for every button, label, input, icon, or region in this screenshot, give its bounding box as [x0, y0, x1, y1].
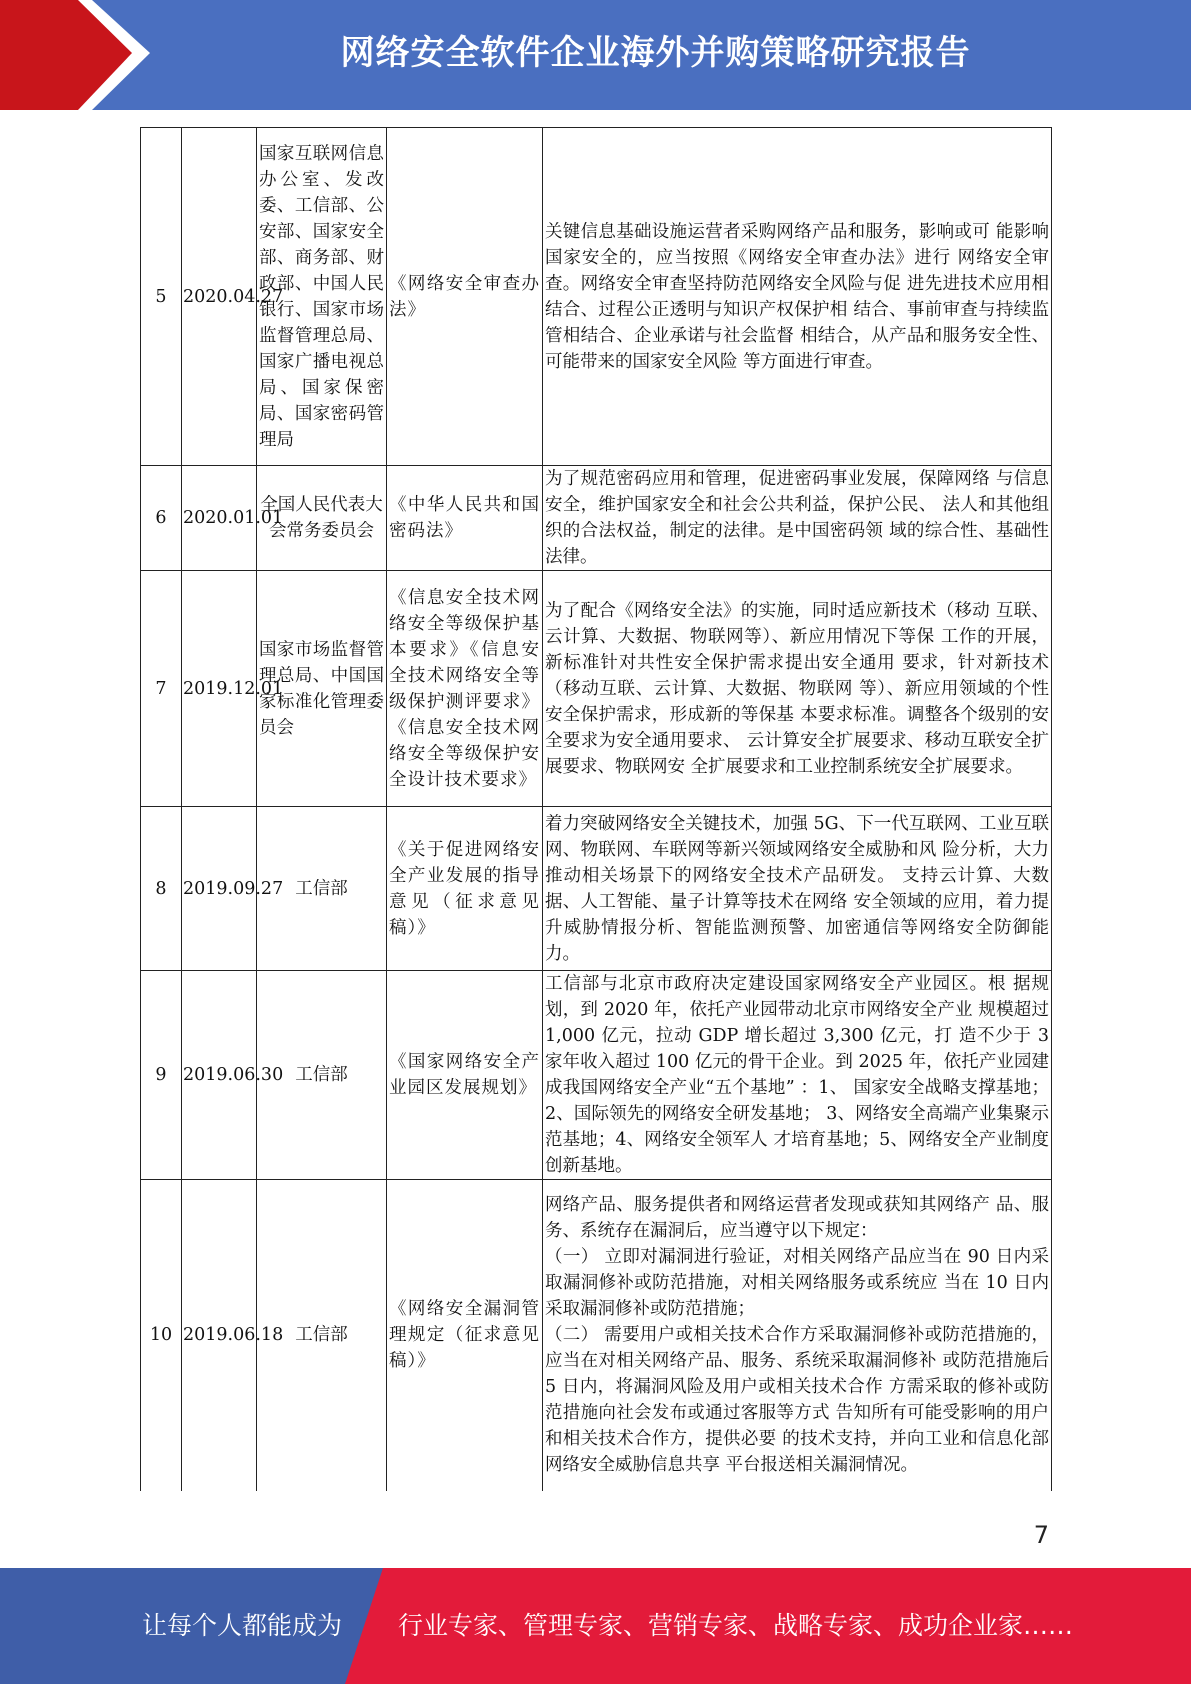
row-date: 2019.06.30: [182, 971, 257, 1180]
row-date: 2019.09.27: [182, 807, 257, 971]
footer-slogan-left: 让每个人都能成为: [142, 1611, 343, 1640]
table-row: [141, 971, 1052, 1180]
row-date: 2020.01.01: [182, 466, 257, 571]
row-issuer: 工信部: [257, 971, 387, 1180]
row-date: 2019.12.01: [182, 571, 257, 807]
table-row: [141, 571, 1052, 807]
policy-table-container: [140, 127, 1051, 1491]
row-issuer: 工信部: [257, 1180, 387, 1491]
row-document: 《信息安全技术网络安全等级保护基本要求》《信息安全技术网络安全等级保护测评要求》《信息安全技术网络安全等级保护安全设计技术要求》: [387, 571, 543, 807]
row-number: 6: [141, 466, 182, 571]
content-paragraph: （一） 立即对漏洞进行验证，对相关网络产品应当在 90 日内采取漏洞修补或防范措施，对相关网络服务或系统应 当在 10 日内采取漏洞修补或防范措施；: [545, 1247, 1049, 1320]
row-issuer: 全国人民代表大会常务委员会: [257, 466, 387, 571]
row-content: 为了规范密码应用和管理，促进密码事业发展，保障网络 与信息安全，维护国家安全和社会公共利益，保护公民、 法人和其他组织的合法权益，制定的法律。是中国密码领 域的综合性、基础性法律。: [543, 466, 1052, 571]
footer-slogan-right: 行业专家、管理专家、营销专家、战略专家、成功企业家……: [398, 1611, 1074, 1640]
table-row: [141, 466, 1052, 571]
row-document: 《中华人民共和国密码法》: [387, 466, 543, 571]
page-footer: [0, 1568, 1191, 1684]
row-content: 着力突破网络安全关键技术，加强 5G、下一代互联网、工业互联网、物联网、车联网等新兴领域网络安全威胁和风 险分析，大力推动相关场景下的网络安全技术产品研发。 支持云计算、大数据、人工智能、量子计算等技术在网络 安全领域的应用，着力提升威胁情报分析、智能监测预警、加密通信等网络安全防御能力。: [543, 807, 1052, 971]
page-number: 7: [1033, 1521, 1049, 1549]
row-number: 5: [141, 128, 182, 466]
content-paragraph: （二） 需要用户或相关技术合作方采取漏洞修补或防范措施的，应当在对相关网络产品、服务、系统采取漏洞修补 或防范措施后 5 日内，将漏洞风险及用户或相关技术合作 方需采取的修补或防范措施向社会发布或通过客服等方式 告知所有可能受影响的用户和相关技术合作方，提供必要 的技术支持，并向工业和信息化部网络安全威胁信息共享 平台报送相关漏洞情况。: [545, 1325, 1049, 1476]
table-row: [141, 1180, 1052, 1491]
page-header: [0, 0, 1191, 110]
row-issuer: 工信部: [257, 807, 387, 971]
row-date: 2019.06.18: [182, 1180, 257, 1491]
row-content: 关键信息基础设施运营者采购网络产品和服务，影响或可 能影响国家安全的，应当按照《网络安全审查办法》进行 网络安全审查。网络安全审查坚持防范网络安全风险与促 进先进技术应用相结合、过程公正透明与知识产权保护相 结合、事前审查与持续监管相结合、企业承诺与社会监督 相结合，从产品和服务安全性、可能带来的国家安全风险 等方面进行审查。: [543, 128, 1052, 466]
row-content: 工信部与北京市政府决定建设国家网络安全产业园区。根 据规划，到 2020 年，依托产业园带动北京市网络安全产业 规模超过 1,000 亿元，拉动 GDP 增长超过 3,300 亿元，打 造不少于 3 家年收入超过 100 亿元的骨干企业。到 2025 年，依托产业园建成我国网络安全产业“五个基地” ：1、 国家安全战略支撑基地；2、国际领先的网络安全研发基地； 3、网络安全高端产业集聚示范基地；4、网络安全领军人 才培育基地；5、网络安全产业制度创新基地。: [543, 971, 1052, 1180]
table-row: [141, 128, 1052, 466]
row-number: 10: [141, 1180, 182, 1491]
row-number: 9: [141, 971, 182, 1180]
report-title: 网络安全软件企业海外并购策略研究报告: [340, 33, 971, 73]
row-issuer: 国家互联网信息办公室、发改委、工信部、公安部、国家安全部、商务部、财政部、中国人民银行、国家市场监督管理总局、国家广播电视总局、国家保密局、国家密码管理局: [257, 128, 387, 466]
content-paragraph: 网络产品、服务提供者和网络运营者发现或获知其网络产 品、服务、系统存在漏洞后，应当遵守以下规定：: [545, 1195, 1049, 1242]
row-document: 《网络安全漏洞管理规定（征求意见稿）》: [387, 1180, 543, 1491]
row-number: 7: [141, 571, 182, 807]
row-content: 为了配合《网络安全法》的实施，同时适应新技术（移动 互联、云计算、大数据、物联网等）、新应用情况下等保 工作的开展，新标准针对共性安全保护需求提出安全通用 要求，针对新技术（移动互联、云计算、大数据、物联网 等）、新应用领域的个性安全保护需求，形成新的等保基 本要求标准。调整各个级别的安全要求为安全通用要求、 云计算安全扩展要求、移动互联安全扩展要求、物联网安 全扩展要求和工业控制系统安全扩展要求。: [543, 571, 1052, 807]
policy-table: [140, 127, 1052, 1491]
row-document: 《网络安全审查办法》: [387, 128, 543, 466]
row-content: [543, 1180, 1052, 1491]
row-number: 8: [141, 807, 182, 971]
row-date: 2020.04.27: [182, 128, 257, 466]
row-document: 《关于促进网络安全产业发展的指导意见（征求意见稿）》: [387, 807, 543, 971]
table-row: [141, 807, 1052, 971]
row-document: 《国家网络安全产业园区发展规划》: [387, 971, 543, 1180]
row-issuer: 国家市场监督管理总局、中国国家标准化管理委员会: [257, 571, 387, 807]
